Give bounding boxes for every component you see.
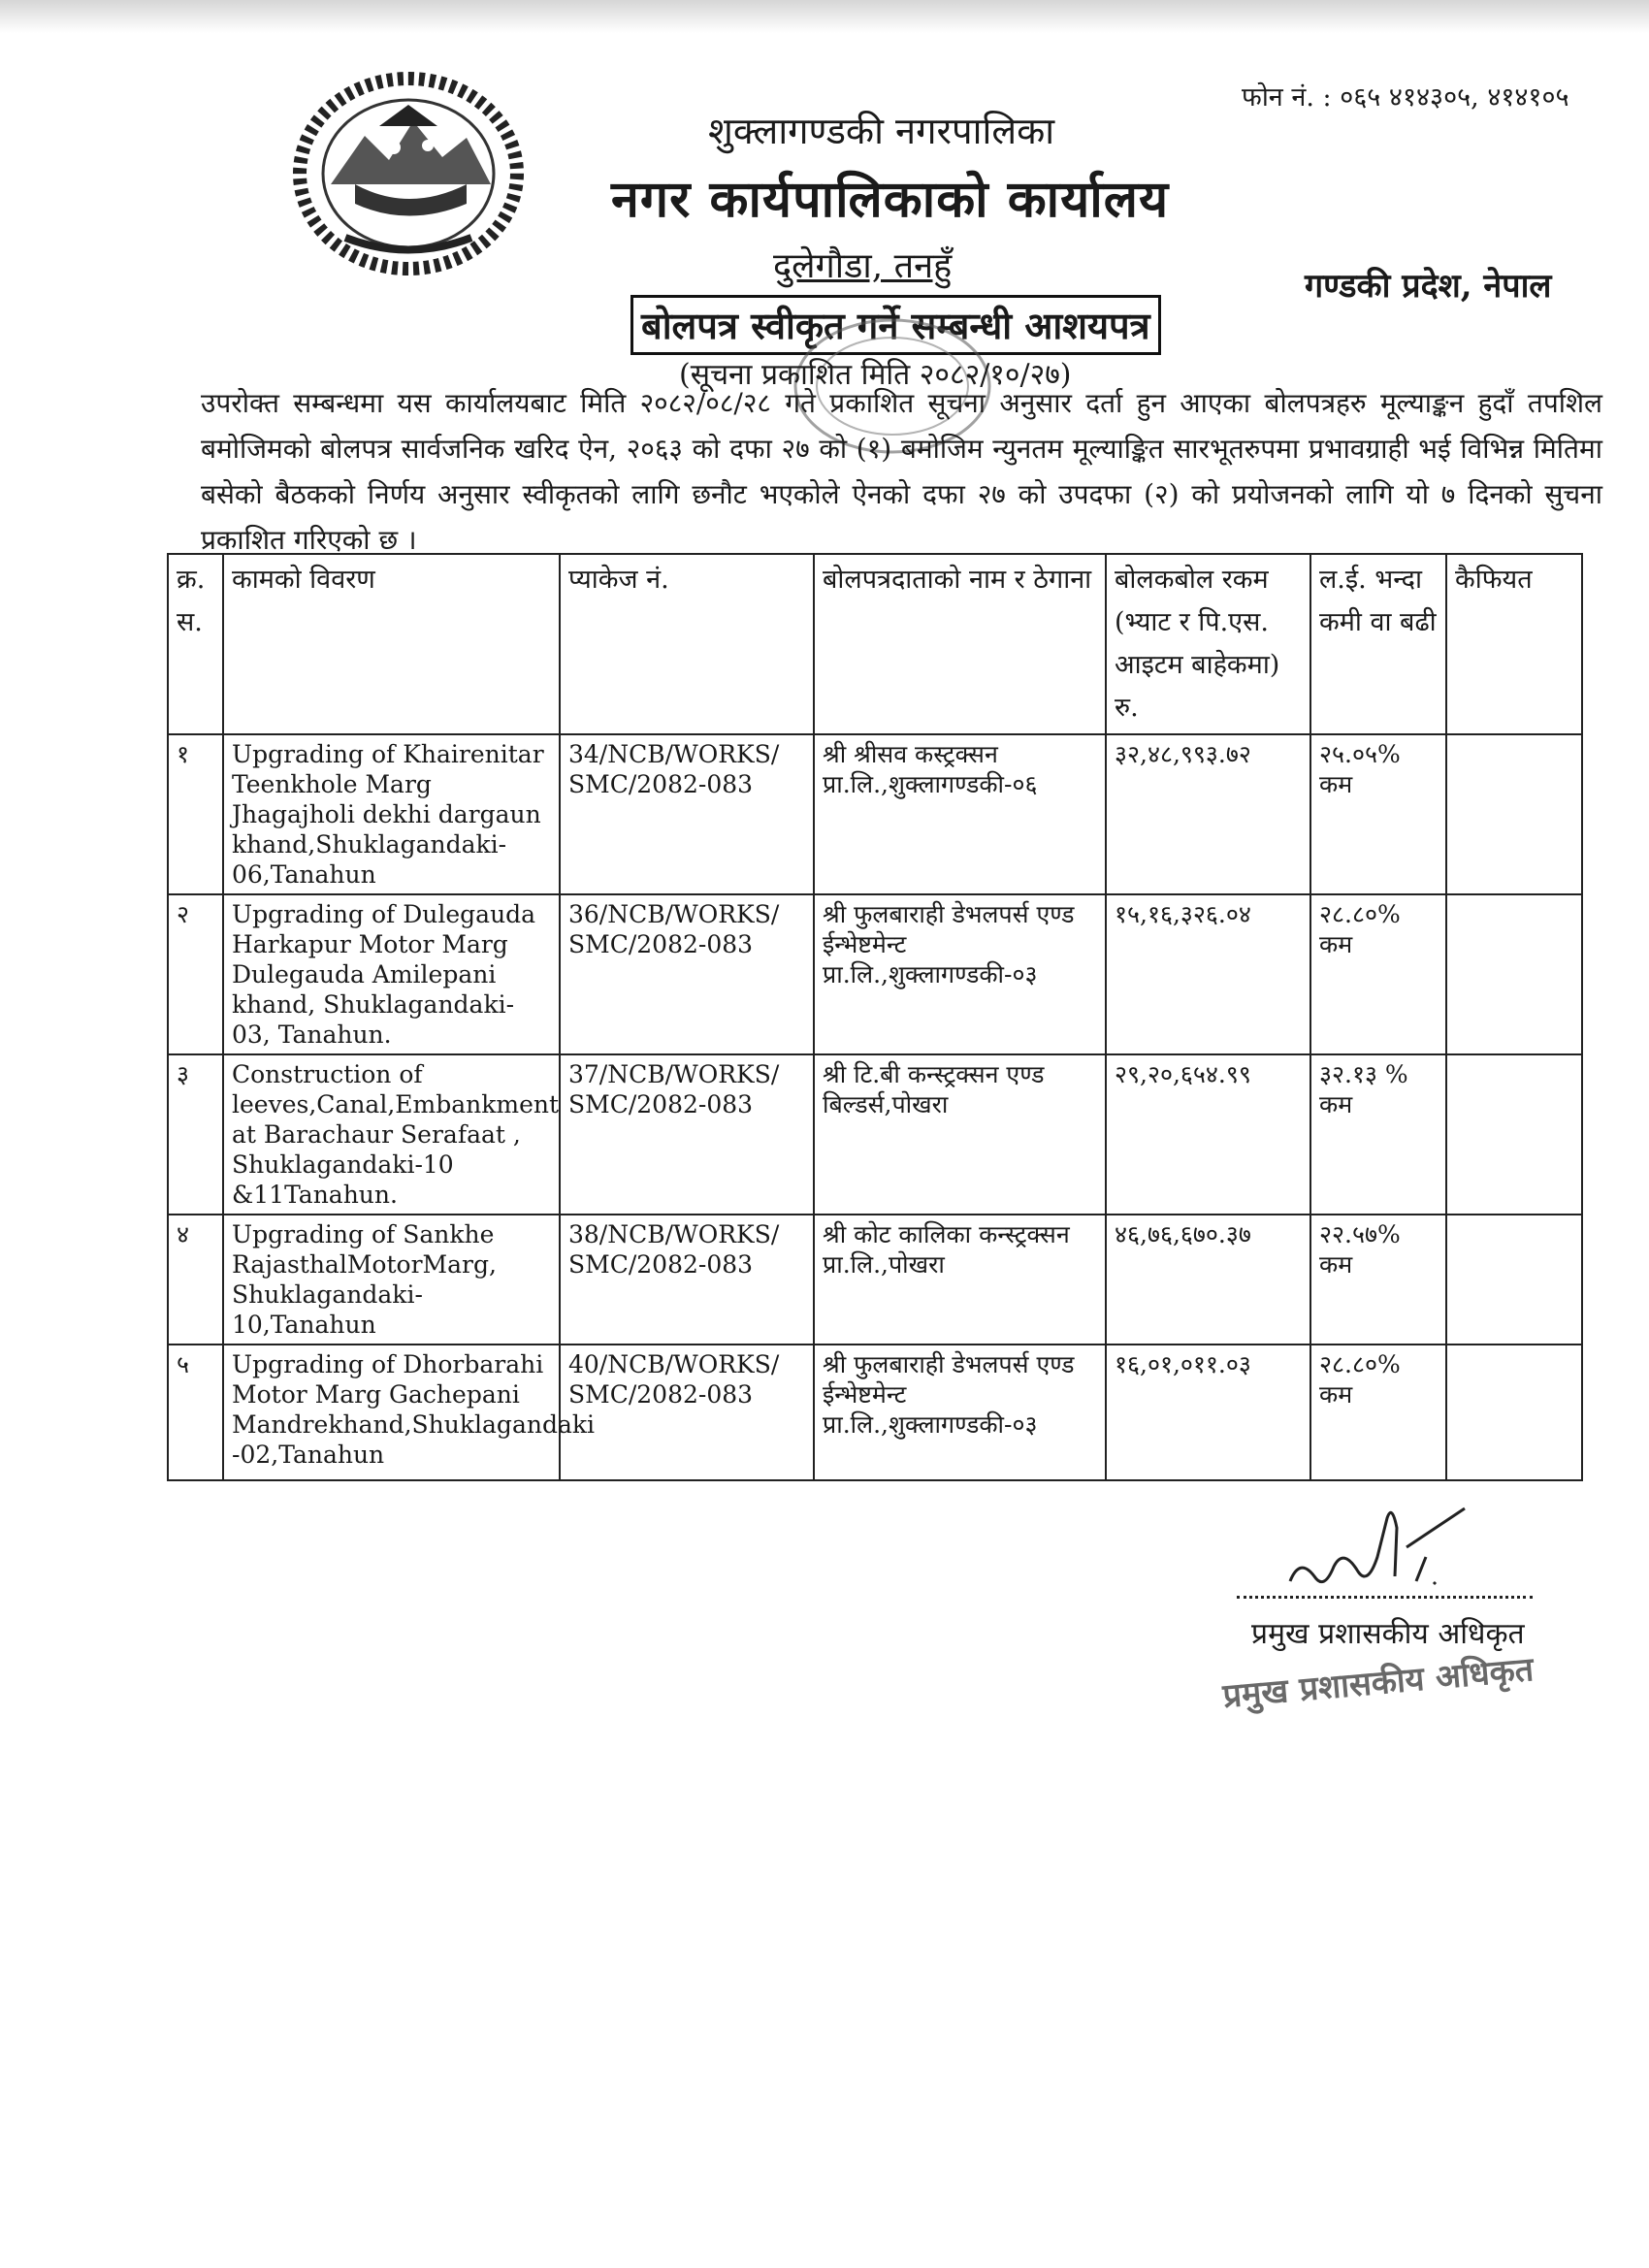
table-row bbox=[168, 1054, 1582, 1215]
cell-work-description: Upgrading of Dhorbarahi Motor Marg Gachepani Mandrekhand,Shuklagandaki -02,Tanahun bbox=[223, 1345, 560, 1480]
cell-package-number: 36/NCB/WORKS/ SMC/2082-083 bbox=[560, 894, 814, 1054]
table-row bbox=[168, 734, 1582, 894]
table-row bbox=[168, 1215, 1582, 1345]
header-bidder-name-address: बोलपत्रदाताको नाम र ठेगाना bbox=[814, 554, 1106, 734]
designation-rubber-stamp: प्रमुख प्रशासकीय अधिकृत bbox=[1221, 1650, 1536, 1716]
signature-line bbox=[1237, 1596, 1533, 1599]
cell-bid-amount: ४६,७६,६७०.३७ bbox=[1106, 1215, 1310, 1345]
header-work-description: कामको विवरण bbox=[223, 554, 560, 734]
cell-bidder: श्री फुलबाराही डेभलपर्स एण्ड ईन्भेष्टमेन्ट प्रा.लि.,शुक्लागण्डकी-०३ bbox=[814, 1345, 1106, 1480]
cell-difference: २८.८०% कम bbox=[1310, 894, 1446, 1054]
cell-bidder: श्री श्रीसव कस्ट्रक्सन प्रा.लि.,शुक्लागण्डकी-०६ bbox=[814, 734, 1106, 894]
scan-top-shadow bbox=[0, 0, 1649, 33]
cell-difference: २५.०५% कम bbox=[1310, 734, 1446, 894]
cell-serial-number: २ bbox=[168, 894, 223, 1054]
municipality-name: शुक्लागण्डकी नगरपालिका bbox=[708, 110, 1055, 152]
handwritten-signature bbox=[1280, 1489, 1474, 1605]
notice-title: बोलपत्र स्वीकृत गर्ने सम्बन्धी आशयपत्र bbox=[630, 295, 1161, 355]
publication-date: (सूचना प्रकाशित मिति २०८२/१०/२७) bbox=[679, 358, 1072, 392]
cell-work-description: Construction of leeves,Canal,Embankment at Barachaur Serafaat , Shuklagandaki-10 &11Tanahun. bbox=[223, 1054, 560, 1215]
cell-remarks bbox=[1446, 1215, 1582, 1345]
cell-difference: ३२.१३ % कम bbox=[1310, 1054, 1446, 1215]
table-header-row bbox=[168, 554, 1582, 734]
cell-work-description: Upgrading of Sankhe RajasthalMotorMarg, Shuklagandaki-10,Tanahun bbox=[223, 1215, 560, 1345]
cell-package-number: 38/NCB/WORKS/ SMC/2082-083 bbox=[560, 1215, 814, 1345]
cell-package-number: 34/NCB/WORKS/ SMC/2082-083 bbox=[560, 734, 814, 894]
cell-work-description: Upgrading of Dulegauda Harkapur Motor Marg Dulegauda Amilepani khand, Shuklagandaki-03, Tanahun. bbox=[223, 894, 560, 1054]
officer-designation: प्रमुख प्रशासकीय अधिकृत bbox=[1251, 1617, 1525, 1651]
cell-difference: २२.५७% कम bbox=[1310, 1215, 1446, 1345]
cell-difference: २८.८०% कम bbox=[1310, 1345, 1446, 1480]
cell-bidder: श्री फुलबाराही डेभलपर्स एण्ड ईन्भेष्टमेन्ट प्रा.लि.,शुक्लागण्डकी-०३ bbox=[814, 894, 1106, 1054]
cell-serial-number: १ bbox=[168, 734, 223, 894]
cell-package-number: 37/NCB/WORKS/ SMC/2082-083 bbox=[560, 1054, 814, 1215]
cell-remarks bbox=[1446, 1054, 1582, 1215]
cell-package-number: 40/NCB/WORKS/ SMC/2082-083 bbox=[560, 1345, 814, 1480]
cell-bid-amount: ३२,४८,९९३.७२ bbox=[1106, 734, 1310, 894]
cell-serial-number: ४ bbox=[168, 1215, 223, 1345]
table-row bbox=[168, 894, 1582, 1054]
office-location: दुलेगौडा, तनहुँ bbox=[773, 246, 953, 286]
table-row bbox=[168, 1345, 1582, 1480]
cell-remarks bbox=[1446, 734, 1582, 894]
bid-acceptance-table bbox=[167, 553, 1583, 1481]
cell-bid-amount: १६,०१,०११.०३ bbox=[1106, 1345, 1310, 1480]
cell-bidder: श्री टि.बी कन्स्ट्रक्सन एण्ड बिल्डर्स,पोखरा bbox=[814, 1054, 1106, 1215]
cell-remarks bbox=[1446, 1345, 1582, 1480]
cell-remarks bbox=[1446, 894, 1582, 1054]
header-serial-number: क्र. स. bbox=[168, 554, 223, 734]
header-difference-from-estimate: ल.ई. भन्दा कमी वा बढी bbox=[1310, 554, 1446, 734]
cell-bidder: श्री कोट कालिका कन्स्ट्रक्सन प्रा.लि.,पोखरा bbox=[814, 1215, 1106, 1345]
phone-number: फोन नं. : ०६५ ४१४३०५, ४१४१०५ bbox=[1242, 82, 1569, 113]
cell-bid-amount: २९,२०,६५४.९९ bbox=[1106, 1054, 1310, 1215]
office-name: नगर कार्यपालिकाको कार्यालय bbox=[611, 170, 1170, 229]
notice-paragraph: उपरोक्त सम्बन्धमा यस कार्यालयबाट मिति २०८२/०८/२८ गते प्रकाशित सूचना अनुसार दर्ता हुन आएका बोलपत्रहरु मूल्याङ्कन हुदाँ तपशिल बमोजिमको बोलपत्र सार्वजनिक खरिद ऐन, २०६३ को दफा २७ को (१) बमोजिम न्युनतम मूल्याङ्कित सारभूतरुपमा प्रभावग्राही भई विभिन्न मितिमा बसेको बैठकको निर्णय अनुसार स्वीकृतको लागि छनौट भएकोले ऐनको दफा २७ को उपदफा (२) को प्रयोजनको लागि यो ७ दिनको सुचना प्रकाशित गरिएको छ । bbox=[201, 387, 1602, 556]
cell-work-description: Upgrading of Khairenitar Teenkhole Marg Jhagajholi dekhi dargaun khand,Shuklagandaki-06,Tanahun bbox=[223, 734, 560, 894]
header-remarks: कैफियत bbox=[1446, 554, 1582, 734]
cell-bid-amount: १५,१६,३२६.०४ bbox=[1106, 894, 1310, 1054]
cell-serial-number: ५ bbox=[168, 1345, 223, 1480]
nepal-emblem-icon bbox=[287, 68, 530, 279]
header-bid-amount: बोलकबोल रकम (भ्याट र पि.एस. आइटम बाहेकमा) रु. bbox=[1106, 554, 1310, 734]
header-package-number: प्याकेज नं. bbox=[560, 554, 814, 734]
cell-serial-number: ३ bbox=[168, 1054, 223, 1215]
province-name: गण्डकी प्रदेश, नेपाल bbox=[1305, 267, 1552, 306]
